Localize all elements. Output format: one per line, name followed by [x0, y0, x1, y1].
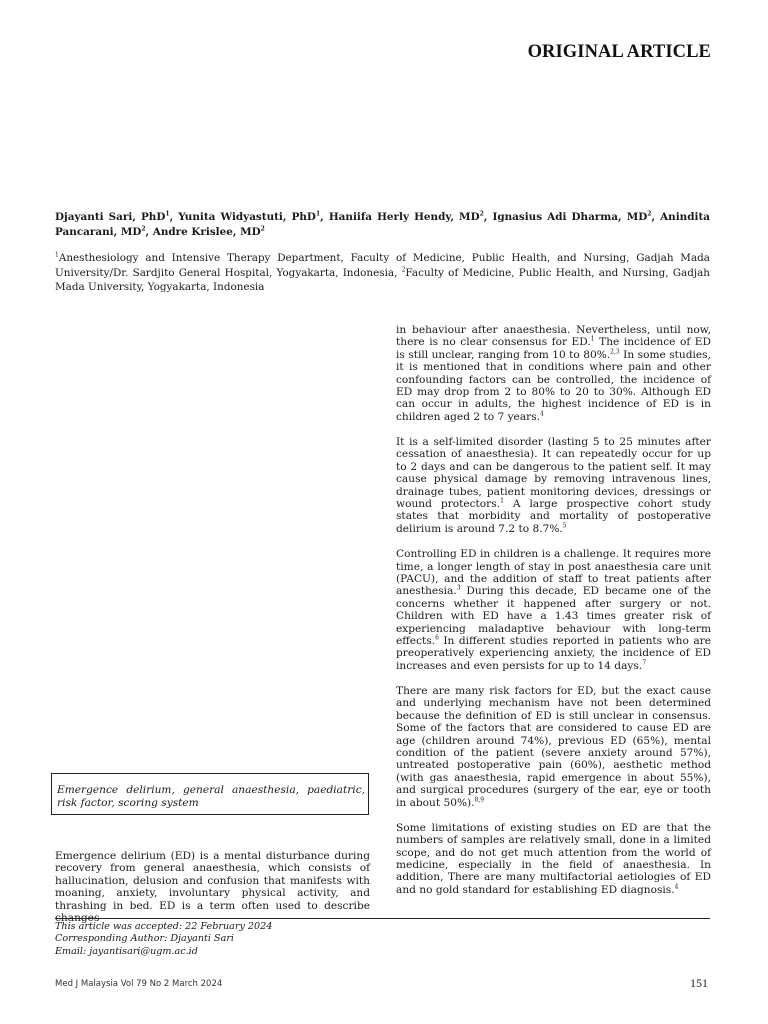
footnote-divider [55, 918, 710, 919]
citation-reference: 4 [674, 883, 679, 891]
body-text: Some limitations of existing studies on ED are that the numbers of samples are relatively small, done in a limited scope, and do not get much attention from the world of medicine, especially in the field of anaesthesia. In addition, There are many multifactorial aetiologies of ED and no gold standard for establishing ED diagnosis. [396, 821, 711, 896]
author-affiliation-marker: 1 [165, 210, 170, 218]
body-text: During this decade, ED became one of the concerns whether it happened after surgery or not. Children with ED have a 1.43 times greater risk of experiencing maladaptive behaviour with long-term effects. [396, 585, 711, 647]
author-name: Andre Krislee, MD [152, 226, 261, 238]
author-list: Djayanti Sari, PhD$^1$, Yunita Widyastuti, PhD$^1$, Haniifa Herly Hendy, $MD^2$, Ignasius Adi Dharma, $MD^2$, Anindita Pancarani, $MD^2$, Andre Krislee, $MD^2$ [55, 210, 710, 238]
body-paragraph [396, 822, 711, 896]
citation-reference: 8,9 [474, 796, 485, 804]
page-number: 151 [690, 976, 708, 990]
journal-citation: Med J Malaysia Vol 79 No 2 March 2024 [55, 979, 223, 989]
citation-reference: 1 [590, 335, 595, 343]
body-text: in behaviour after anaesthesia. Nevertheless, until now, there is no clear consensus for ED. [396, 324, 711, 349]
body-text: There are many risk factors for ED, but the exact cause and underlying mechanism have not been determined because the definition of ED is still unclear in consensus. Some of the factors that are considered to cause ED are age (children around 74%), previous ED (65%), mental condition of the patient (severe anxiety around 57%), untreated postoperative pain (60%), aesthetic method (with gas anaesthesia, rapid emergence in about 55%), and surgical procedures (surgery of the ear, eye or tooth in about 50%). [396, 684, 711, 809]
body-paragraph [396, 685, 711, 809]
citation-reference: 4 [540, 410, 544, 418]
body-text: Controlling ED in children is a challenge. It requires more time, a longer length of stay in post anaesthesia care unit (PACU), and the addition of staff to treat patients after anesthesia. [396, 548, 711, 598]
author-name: Ignasius Adi Dharma, MD [492, 211, 648, 223]
corresponding-author: Corresponding Author: Djayanti Sari [55, 933, 234, 945]
body-paragraph [396, 324, 711, 423]
author-affiliation-marker: 2 [647, 210, 652, 218]
citation-reference: 7 [642, 659, 647, 667]
author-affiliation-marker: 2 [260, 225, 265, 233]
affiliation-marker: 2 [401, 266, 406, 274]
body-paragraph [396, 436, 711, 535]
body-text: It is a self-limited disorder (lasting 5 to 25 minutes after cessation of anaesthesia). It can repeatedly occur for up to 2 days and can be dangerous to the patient self. It may cause physical damage by removing intravenous lines, drainage tubes, patient monitoring devices, dressings or wound protectors. [396, 436, 711, 511]
article-type-label: ORIGINAL ARTICLE [527, 42, 711, 62]
body-text: In some studies, it is mentioned that in conditions where pain and other confounding factors can be controlled, the incidence of ED may drop from 2 to 80% to 20 to 30%. Although ED can occur in adults, the highest incidence of ED is in children aged 2 to 7 years. [396, 348, 711, 423]
citation-reference: 2,3 [610, 348, 620, 356]
citation-reference: 6 [435, 634, 439, 642]
keywords-text: Emergence delirium, general anaesthesia, paediatric, risk factor, scoring system [57, 784, 365, 809]
affiliation-marker: 1 [55, 251, 59, 259]
body-text: The incidence of ED is still unclear, ranging from 10 to 80%. [396, 336, 712, 361]
author-name: Haniifa Herly Hendy, MD [328, 211, 480, 223]
affiliations [55, 251, 710, 295]
body-text: In different studies reported in patients who are preoperatively experiencing anxiety, the incidence of ED increases and even persists for up to 14 days. [396, 634, 711, 672]
body-text: A large prospective cohort study states that morbidity and mortality of postoperative delirium is around 7.2 to 8.7%. [396, 498, 711, 535]
affiliation-text: Faculty of Medicine, Public Health, and Nursing, Gadjah Mada University, Yogyakarta, Indonesia [55, 266, 710, 294]
right-column [396, 324, 711, 909]
citation-reference: 5 [562, 522, 567, 530]
article-notes [55, 921, 272, 958]
citation-reference: 1 [500, 497, 504, 505]
affiliation-text: Anesthesiology and Intensive Therapy Department, Faculty of Medicine, Public Health, and Nursing, Gadjah Mada University/Dr. Sardjito General Hospital, Yogyakarta, Indonesia, [55, 252, 710, 279]
introduction [55, 850, 370, 924]
author-name: Anindita Pancarani, MD [55, 211, 710, 238]
author-email[interactable]: Email: jayantisari@ugm.ac.id [55, 945, 198, 957]
keywords-box [51, 773, 369, 815]
author-affiliation-marker: 2 [141, 225, 146, 233]
author-name: Yunita Widyastuti, PhD [178, 211, 316, 223]
body-paragraph [396, 548, 711, 672]
author-affiliation-marker: 1 [315, 210, 321, 218]
accepted-date: This article was accepted: 22 February 2024 [55, 921, 273, 932]
citation-reference: 3 [456, 584, 461, 592]
author-name: Djayanti Sari, PhD [55, 211, 166, 223]
introduction-paragraph: Emergence delirium (ED) is a mental disturbance during recovery from general anaesthesia, which consists of hallucination, delusion and confusion that manifests with moaning, anxiety, involuntary physical activity, and thrashing in bed. ED is a term often used to describe changes [55, 850, 370, 925]
author-affiliation-marker: 2 [479, 210, 484, 218]
